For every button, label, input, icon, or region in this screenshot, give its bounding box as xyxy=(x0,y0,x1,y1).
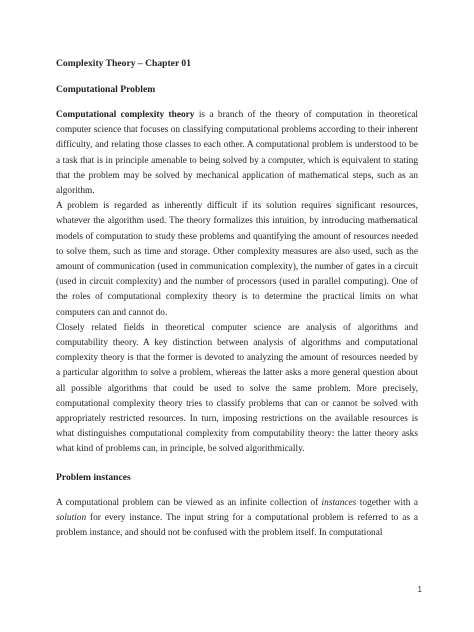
paragraph-instances xyxy=(56,496,418,542)
section-heading-problem-instances: Problem instances xyxy=(56,471,131,483)
paragraph-instances-text-c: for every instance. The input string for a computational problem is referred to as a problem instance, and should not be confused with the problem itself. In computational xyxy=(56,512,418,539)
bold-term: Computational complexity theory xyxy=(56,110,195,120)
section-heading-computational-problem: Computational Problem xyxy=(56,84,156,95)
italic-solution: solution xyxy=(56,512,87,523)
paragraph-intro-text: is a branch of the theory of computation in theoretical computer science that focuses on classifying computational problems according to their inherent difficulty, and relating those classes to each other. A computational problem is understood to be a task that is in principle amenable to being solved by a computer, which is equivalent to stating that the problem may be solved by mechanical application of mathematical steps, such as an algorithm. xyxy=(56,110,419,197)
italic-instances: instances xyxy=(321,497,357,508)
paragraph-difficulty: A problem is regarded as inherently difficult if its solution requires significant resources, whatever the algorithm used. The theory formalizes this intuition, by introducing mathematical models of computation to study these problems and quantifying the amount of resources needed to solve them, such as time and storage. Other complexity measures are also used, such as the amount of communication (used in communication complexity), the number of gates in a circuit (used in circuit complexity) and the number of processors (used in parallel computing). One of the roles of computational complexity theory is to determine the practical limits on what computers can and cannot do. xyxy=(56,201,418,318)
paragraph-intro xyxy=(56,108,418,199)
document-title: Complexity Theory – Chapter 01 xyxy=(56,58,192,69)
page-number: 1 xyxy=(417,585,422,594)
paragraph-related-fields: Closely related fields in theoretical computer science are analysis of algorithms and computability theory. A key distinction between analysis of algorithms and computational complexity theory is that the former is devoted to analyzing the amount of resources needed by a particular algorithm to solve a problem, whereas the latter asks a more general question about all possible algorithms that could be used to solve the same problem. More precisely, computational complexity theory tries to classify problems that can or cannot be solved with appropriately restricted resources. In turn, imposing restrictions on the available resources is what distinguishes computational complexity from computability theory: the latter theory asks what kind of problems can, in principle, be solved algorithmically. xyxy=(56,322,418,455)
paragraph-instances-text-a: A computational problem can be viewed as an infinite collection of xyxy=(56,497,322,508)
paragraph-instances-text-b: together with a xyxy=(356,497,418,508)
page-content xyxy=(56,58,418,541)
